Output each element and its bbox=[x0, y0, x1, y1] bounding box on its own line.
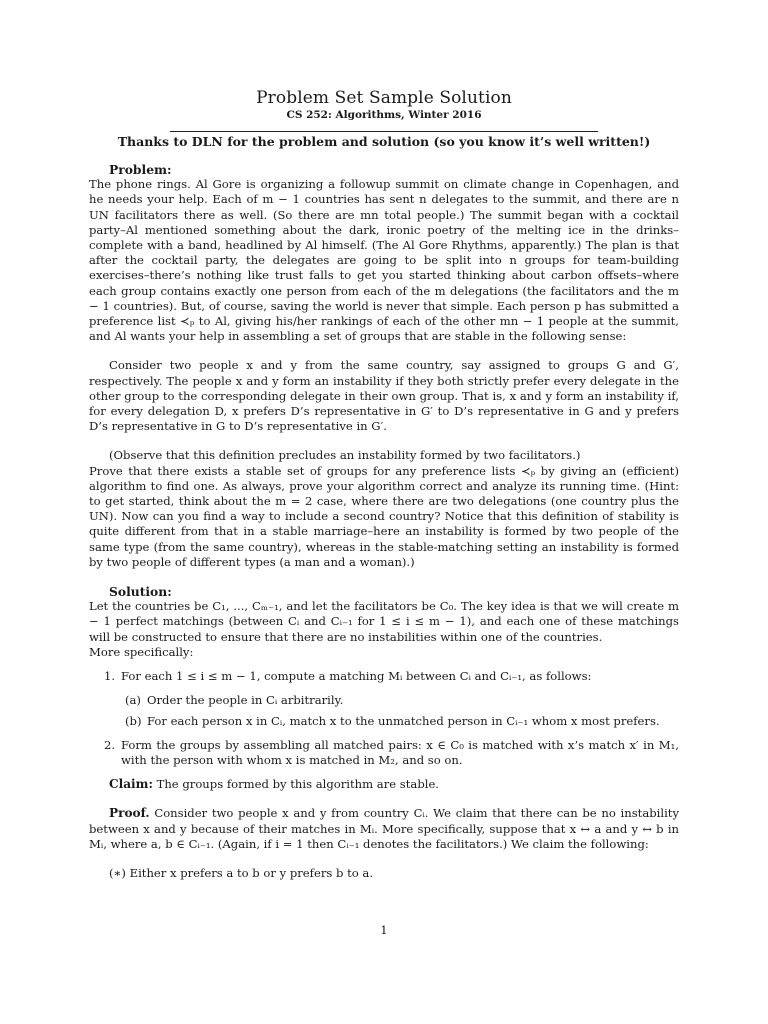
solution-paragraph-2: More specifically: bbox=[89, 644, 194, 659]
problem-paragraph-2: Consider two people x and y from the same country, say assigned to groups G and G′, respectively. The people x and y form an instability if they both strictly prefer every delegate in the other group to the corresponding delegate in their own group. That is, x and y form an instability if, for every delegation D, x prefers D’s representative in G′ to D’s representative in G and y prefers D’s representative in G to D’s representative in G′. bbox=[89, 358, 679, 434]
page-number: 1 bbox=[380, 923, 388, 937]
step-number: 1. bbox=[104, 669, 116, 684]
solution-heading: Solution: bbox=[109, 584, 172, 600]
algorithm-step-1 bbox=[89, 669, 679, 684]
algorithm-step-1b bbox=[89, 714, 679, 729]
acknowledgement: Thanks to DLN for the problem and solution (so you know it’s well written!) bbox=[117, 134, 651, 149]
proof-paragraph bbox=[89, 806, 679, 852]
document-title: Problem Set Sample Solution bbox=[256, 88, 512, 108]
step-number: 2. bbox=[104, 737, 116, 752]
problem-paragraph-1: The phone rings. Al Gore is organizing a followup summit on climate change in Copenhagen, and he needs your help. Each of m − 1 countries has sent n delegates to the summit, and there are n UN facilitators there as well. (So there are mn total people.) The summit began with a cocktail party–Al mentioned something about the dark, ironic poetry of the melting ice in the drinks–complete with a band, headlined by Al himself. (The Al Gore Rhythms, apparently.) The plan is that after the cocktail party, the delegates are going to be split into n groups for team-building exercises–there’s nothing like trust falls to get you started thinking about carbon offsets–where each group contains exactly one person from each of the m delegations (the facilitators and the m − 1 countries). But, of course, saving the world is never that simple. Each person p has submitted a preference list ≺ₚ to Al, giving his/her rankings of each of the other mn − 1 people at the summit, and Al wants your help in assembling a set of groups that are stable in the following sense: bbox=[89, 177, 679, 344]
proof-text: Consider two people x and y from country Cᵢ. We claim that there can be no instability between x and y because of their matches in Mᵢ. More specifically, suppose that x ↔ a and y ↔ b in Mᵢ, where a, b ∈ Cᵢ₋₁. (Again, if i = 1 then Cᵢ₋₁ denotes the facilitators.) We claim the following: bbox=[89, 806, 680, 851]
title-rule bbox=[170, 131, 598, 132]
proof-label: Proof. bbox=[109, 806, 150, 821]
algorithm-step-2 bbox=[89, 738, 679, 768]
claim-label: Claim: bbox=[109, 777, 153, 792]
step-text: Form the groups by assembling all matched pairs: x ∈ C₀ is matched with x’s match x′ in M₁, with the person with whom x is matched in M₂, and so on. bbox=[121, 737, 679, 767]
substep-text: For each person x in Cᵢ, match x to the unmatched person in Cᵢ₋₁ whom x most prefers. bbox=[147, 713, 660, 728]
step-text: For each 1 ≤ i ≤ m − 1, compute a matching Mᵢ between Cᵢ and Cᵢ₋₁, as follows: bbox=[121, 669, 592, 684]
claim-statement bbox=[89, 777, 679, 792]
starred-claim: (∗) Either x prefers a to b or y prefers b to a. bbox=[109, 865, 374, 880]
algorithm-step-1a bbox=[89, 693, 679, 708]
problem-heading: Problem: bbox=[109, 162, 172, 177]
document-body bbox=[89, 88, 679, 881]
problem-paragraph-4: Prove that there exists a stable set of groups for any preference lists ≺ₚ by giving an (efficient) algorithm to find one. As always, prove your algorithm correct and analyze its running time. (Hint: to get started, think about the m = 2 case, where there are two delegations (one country plus the UN). Now can you find a way to include a second country? Notice that this definition of stability is quite different from that in a stable marriage–here an instability is formed by two people of the same type (from the same country), whereas in the stable-matching setting an instability is formed by two people of different types (a man and a woman).) bbox=[89, 463, 679, 569]
solution-paragraph-1: Let the countries be C₁, ..., Cₘ₋₁, and let the facilitators be C₀. The key idea is that we will create m − 1 perfect matchings (between Cᵢ and Cᵢ₋₁ for 1 ≤ i ≤ m − 1), and each one of these matchings will be constructed to ensure that there are no instabilities within one of the countries. bbox=[89, 599, 679, 644]
problem-paragraph-3: (Observe that this definition precludes an instability formed by two facilitators.) bbox=[109, 448, 581, 463]
claim-text: The groups formed by this algorithm are stable. bbox=[156, 777, 439, 792]
substep-label: (a) bbox=[125, 693, 141, 708]
substep-text: Order the people in Cᵢ arbitrarily. bbox=[147, 693, 344, 708]
document-subtitle: CS 252: Algorithms, Winter 2016 bbox=[286, 109, 482, 121]
substep-label: (b) bbox=[125, 713, 142, 728]
algorithm-steps bbox=[89, 669, 679, 768]
